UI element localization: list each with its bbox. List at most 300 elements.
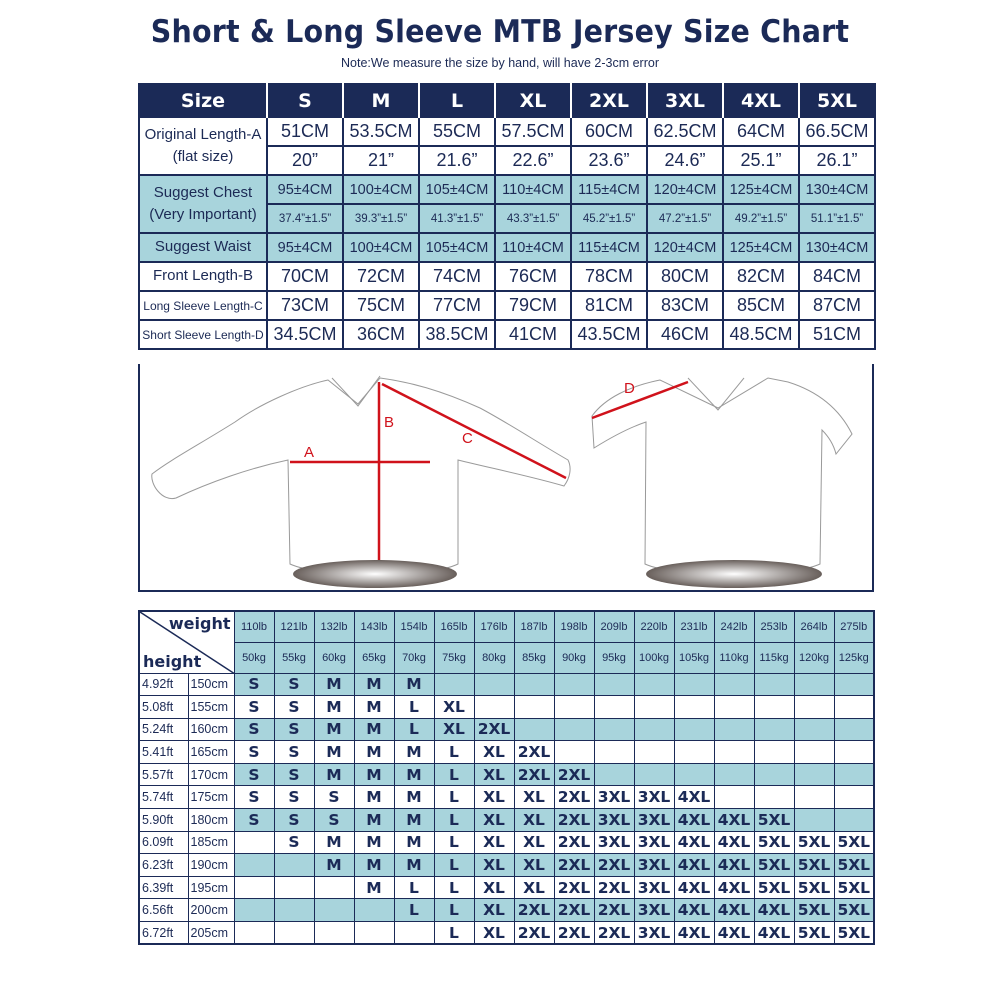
recommended-size-cell: M	[314, 696, 354, 719]
long-sleeve-row	[139, 291, 875, 320]
chest-in-row-cell: 47.2”±1.5”	[647, 204, 723, 233]
recommended-size-cell: 2XL	[554, 876, 594, 899]
waist-row-cell: 115±4CM	[571, 233, 647, 262]
height-ft-cell: 5.74ft	[139, 786, 188, 809]
recommended-size-cell: XL	[514, 809, 554, 832]
weight-kg-cell: 95kg	[594, 642, 634, 673]
front-length-row-cell: 82CM	[723, 262, 799, 291]
recommended-size-cell: L	[434, 922, 474, 945]
original-length-in-row-cell: 26.1”	[799, 146, 875, 175]
recommended-size-cell: 4XL	[714, 809, 754, 832]
empty-cell	[794, 741, 834, 764]
recommended-size-cell: S	[314, 786, 354, 809]
weight-lb-cell: 187lb	[514, 611, 554, 642]
chest-in-row-cell: 41.3”±1.5”	[419, 204, 495, 233]
height-ft-cell: 5.08ft	[139, 696, 188, 719]
recommended-size-cell: 2XL	[554, 854, 594, 877]
height-cm-cell: 160cm	[188, 718, 234, 741]
recommended-size-cell: 3XL	[634, 876, 674, 899]
height-row	[139, 876, 874, 899]
empty-cell	[474, 696, 514, 719]
long-sleeve-row-cell: 77CM	[419, 291, 495, 320]
empty-cell	[714, 741, 754, 764]
recommended-size-cell: S	[234, 696, 274, 719]
recommended-size-cell: M	[354, 763, 394, 786]
front-length-row-cell: 74CM	[419, 262, 495, 291]
long-sleeve-row-label: Long Sleeve Length-C	[139, 291, 267, 320]
waist-row-cell: 125±4CM	[723, 233, 799, 262]
weight-lb-cell: 143lb	[354, 611, 394, 642]
short-sleeve-row-cell: 46CM	[647, 320, 723, 349]
recommended-size-cell: S	[274, 763, 314, 786]
empty-cell	[554, 696, 594, 719]
recommended-size-cell: XL	[474, 786, 514, 809]
recommended-size-cell: XL	[514, 876, 554, 899]
weight-lb-cell: 132lb	[314, 611, 354, 642]
weight-lb-cell: 242lb	[714, 611, 754, 642]
recommended-size-cell: 4XL	[714, 831, 754, 854]
recommended-size-cell: M	[394, 673, 434, 696]
height-cm-cell: 175cm	[188, 786, 234, 809]
empty-cell	[754, 673, 794, 696]
recommended-size-cell: 2XL	[594, 922, 634, 945]
empty-cell	[754, 741, 794, 764]
height-cm-cell: 185cm	[188, 831, 234, 854]
recommended-size-cell: 4XL	[674, 922, 714, 945]
recommended-size-cell: S	[274, 741, 314, 764]
empty-cell	[314, 876, 354, 899]
recommended-size-cell: S	[234, 763, 274, 786]
original-length-in-row-cell: 22.6”	[495, 146, 571, 175]
weight-kg-cell: 115kg	[754, 642, 794, 673]
waist-row-cell: 120±4CM	[647, 233, 723, 262]
chest-cm-row-cell: 100±4CM	[343, 175, 419, 204]
empty-cell	[594, 763, 634, 786]
recommended-size-cell: M	[354, 741, 394, 764]
chest-cm-row-label: Suggest Chest (Very Important)	[139, 175, 267, 233]
recommended-size-cell: 5XL	[754, 876, 794, 899]
recommended-size-cell: 4XL	[674, 899, 714, 922]
empty-cell	[834, 741, 874, 764]
recommended-size-cell: L	[434, 763, 474, 786]
chest-cm-row-cell: 95±4CM	[267, 175, 343, 204]
height-cm-cell: 180cm	[188, 809, 234, 832]
recommended-size-cell: M	[394, 854, 434, 877]
chest-cm-row-cell: 130±4CM	[799, 175, 875, 204]
empty-cell	[794, 786, 834, 809]
height-ft-cell: 4.92ft	[139, 673, 188, 696]
chest-cm-row-cell: 125±4CM	[723, 175, 799, 204]
empty-cell	[234, 854, 274, 877]
waist-row-cell: 100±4CM	[343, 233, 419, 262]
long-sleeve-row-cell: 83CM	[647, 291, 723, 320]
empty-cell	[554, 741, 594, 764]
empty-cell	[794, 763, 834, 786]
recommended-size-cell: L	[434, 831, 474, 854]
recommended-size-cell: M	[354, 786, 394, 809]
recommended-size-cell: 5XL	[794, 876, 834, 899]
recommended-size-cell: S	[234, 673, 274, 696]
original-length-cm-row-label: Original Length-A (flat size)	[139, 117, 267, 175]
recommended-size-cell: L	[434, 741, 474, 764]
recommended-size-cell: 4XL	[674, 786, 714, 809]
recommended-size-cell: 5XL	[834, 922, 874, 945]
recommended-size-cell: L	[434, 876, 474, 899]
empty-cell	[674, 718, 714, 741]
waist-row-cell: 105±4CM	[419, 233, 495, 262]
recommended-size-cell: M	[314, 854, 354, 877]
front-length-row-cell: 70CM	[267, 262, 343, 291]
weight-lb-cell: 121lb	[274, 611, 314, 642]
original-length-in-row-cell: 23.6”	[571, 146, 647, 175]
recommended-size-cell: S	[274, 786, 314, 809]
empty-cell	[354, 899, 394, 922]
recommended-size-cell: 5XL	[834, 831, 874, 854]
long-sleeve-row-cell: 79CM	[495, 291, 571, 320]
label-b: B	[384, 414, 395, 431]
height-cm-cell: 200cm	[188, 899, 234, 922]
recommended-size-cell: M	[354, 854, 394, 877]
corner-cell	[139, 611, 234, 673]
size-header-m: M	[343, 84, 419, 117]
empty-cell	[434, 673, 474, 696]
jersey-diagram	[138, 364, 874, 592]
recommended-size-cell: 2XL	[474, 718, 514, 741]
recommended-size-cell: 4XL	[714, 854, 754, 877]
recommended-size-cell: L	[394, 876, 434, 899]
recommended-size-cell: M	[394, 809, 434, 832]
recommended-size-cell: L	[394, 718, 434, 741]
recommended-size-cell: M	[354, 718, 394, 741]
recommended-size-cell: 4XL	[754, 899, 794, 922]
short-sleeve-row-cell: 38.5CM	[419, 320, 495, 349]
size-header-l: L	[419, 84, 495, 117]
recommended-size-cell: XL	[474, 899, 514, 922]
original-length-cm-row-cell: 57.5CM	[495, 117, 571, 146]
original-length-cm-row-cell: 53.5CM	[343, 117, 419, 146]
empty-cell	[754, 718, 794, 741]
height-cm-cell: 170cm	[188, 763, 234, 786]
weight-kg-cell: 70kg	[394, 642, 434, 673]
recommended-size-cell: XL	[474, 809, 514, 832]
short-sleeve-jersey	[592, 378, 852, 575]
height-row	[139, 831, 874, 854]
empty-cell	[634, 741, 674, 764]
empty-cell	[514, 696, 554, 719]
empty-cell	[674, 763, 714, 786]
empty-cell	[554, 718, 594, 741]
empty-cell	[834, 809, 874, 832]
recommended-size-cell: 3XL	[634, 831, 674, 854]
empty-cell	[354, 922, 394, 945]
recommended-size-cell: XL	[474, 876, 514, 899]
recommended-size-cell: 2XL	[554, 809, 594, 832]
front-length-row-cell: 76CM	[495, 262, 571, 291]
long-sleeve-row-cell: 85CM	[723, 291, 799, 320]
empty-cell	[234, 922, 274, 945]
short-sleeve-row-cell: 41CM	[495, 320, 571, 349]
recommended-size-cell: 2XL	[594, 854, 634, 877]
empty-cell	[314, 922, 354, 945]
weight-lb-cell: 209lb	[594, 611, 634, 642]
weight-kg-cell: 120kg	[794, 642, 834, 673]
recommended-size-cell: 3XL	[594, 786, 634, 809]
size-header-2xl: 2XL	[571, 84, 647, 117]
empty-cell	[714, 786, 754, 809]
recommended-size-cell: XL	[474, 854, 514, 877]
size-header-xl: XL	[495, 84, 571, 117]
weight-kg-cell: 55kg	[274, 642, 314, 673]
empty-cell	[594, 696, 634, 719]
recommended-size-cell: 4XL	[674, 831, 714, 854]
height-row	[139, 673, 874, 696]
weight-kg-cell: 85kg	[514, 642, 554, 673]
height-ft-cell: 6.09ft	[139, 831, 188, 854]
height-ft-cell: 5.57ft	[139, 763, 188, 786]
recommended-size-cell: 4XL	[674, 854, 714, 877]
recommended-size-cell: 5XL	[794, 831, 834, 854]
chest-in-row-cell: 39.3”±1.5”	[343, 204, 419, 233]
size-header-3xl: 3XL	[647, 84, 723, 117]
front-length-row-cell: 84CM	[799, 262, 875, 291]
recommended-size-cell: 3XL	[634, 922, 674, 945]
short-sleeve-row-cell: 51CM	[799, 320, 875, 349]
original-length-cm-row-cell: 60CM	[571, 117, 647, 146]
original-length-in-row-cell: 24.6”	[647, 146, 723, 175]
long-sleeve-row-cell: 73CM	[267, 291, 343, 320]
recommended-size-cell: XL	[434, 696, 474, 719]
recommended-size-cell: XL	[434, 718, 474, 741]
recommended-size-cell: S	[314, 809, 354, 832]
recommended-size-cell: L	[394, 696, 434, 719]
height-row	[139, 854, 874, 877]
empty-cell	[634, 718, 674, 741]
recommended-size-cell: M	[314, 718, 354, 741]
recommended-size-cell: S	[274, 809, 314, 832]
empty-cell	[714, 696, 754, 719]
height-cm-cell: 190cm	[188, 854, 234, 877]
empty-cell	[714, 718, 754, 741]
height-row	[139, 899, 874, 922]
recommended-size-cell: S	[274, 673, 314, 696]
height-cm-cell: 155cm	[188, 696, 234, 719]
empty-cell	[514, 718, 554, 741]
weight-kg-cell: 60kg	[314, 642, 354, 673]
height-axis-label: height	[143, 651, 202, 671]
waist-row	[139, 233, 875, 262]
empty-cell	[274, 854, 314, 877]
size-header-label: Size	[139, 84, 267, 117]
recommended-size-cell: M	[314, 673, 354, 696]
short-sleeve-hem	[646, 560, 822, 588]
recommended-size-cell: M	[314, 831, 354, 854]
waist-row-cell: 110±4CM	[495, 233, 571, 262]
weight-kg-cell: 50kg	[234, 642, 274, 673]
height-ft-cell: 5.41ft	[139, 741, 188, 764]
recommended-size-cell: L	[434, 899, 474, 922]
recommended-size-cell: 2XL	[514, 922, 554, 945]
recommended-size-cell: M	[314, 763, 354, 786]
empty-cell	[674, 696, 714, 719]
recommended-size-cell: XL	[474, 922, 514, 945]
weight-lb-cell: 198lb	[554, 611, 594, 642]
recommended-size-cell: 3XL	[634, 809, 674, 832]
recommended-size-cell: M	[394, 741, 434, 764]
short-sleeve-row	[139, 320, 875, 349]
recommended-size-cell: XL	[474, 741, 514, 764]
weight-kg-cell: 65kg	[354, 642, 394, 673]
long-sleeve-row-cell: 81CM	[571, 291, 647, 320]
front-length-row-cell: 72CM	[343, 262, 419, 291]
recommended-size-cell: M	[394, 786, 434, 809]
chest-cm-row	[139, 175, 875, 204]
original-length-in-row-cell: 25.1”	[723, 146, 799, 175]
short-sleeve-row-cell: 34.5CM	[267, 320, 343, 349]
recommended-size-cell: 4XL	[714, 922, 754, 945]
chest-in-row-cell: 45.2”±1.5”	[571, 204, 647, 233]
weight-lb-cell: 154lb	[394, 611, 434, 642]
waist-row-cell: 130±4CM	[799, 233, 875, 262]
recommended-size-cell: S	[274, 696, 314, 719]
short-sleeve-row-cell: 43.5CM	[571, 320, 647, 349]
empty-cell	[634, 673, 674, 696]
recommended-size-cell: 5XL	[794, 854, 834, 877]
weight-lb-cell: 275lb	[834, 611, 874, 642]
recommended-size-cell: 2XL	[514, 899, 554, 922]
weight-lb-cell: 110lb	[234, 611, 274, 642]
recommended-size-cell: 3XL	[594, 831, 634, 854]
weight-kg-cell: 80kg	[474, 642, 514, 673]
recommended-size-cell: M	[354, 831, 394, 854]
weight-lb-cell: 231lb	[674, 611, 714, 642]
empty-cell	[554, 673, 594, 696]
recommended-size-cell: L	[434, 854, 474, 877]
recommended-size-cell: 5XL	[754, 831, 794, 854]
recommended-size-cell: 2XL	[554, 899, 594, 922]
empty-cell	[794, 718, 834, 741]
recommended-size-cell: 5XL	[754, 854, 794, 877]
empty-cell	[234, 899, 274, 922]
label-c: C	[462, 430, 473, 447]
weight-kg-cell: 105kg	[674, 642, 714, 673]
weight-kg-cell: 75kg	[434, 642, 474, 673]
original-length-in-row-cell: 20”	[267, 146, 343, 175]
chest-cm-row-cell: 115±4CM	[571, 175, 647, 204]
weight-lb-cell: 220lb	[634, 611, 674, 642]
front-length-row	[139, 262, 875, 291]
empty-cell	[794, 809, 834, 832]
recommended-size-cell: M	[394, 763, 434, 786]
recommended-size-cell: 5XL	[834, 854, 874, 877]
recommended-size-cell: 2XL	[554, 763, 594, 786]
size-header-row	[139, 84, 875, 117]
empty-cell	[834, 718, 874, 741]
empty-cell	[474, 673, 514, 696]
recommended-size-cell: 3XL	[634, 786, 674, 809]
chest-in-row-cell: 37.4”±1.5”	[267, 204, 343, 233]
empty-cell	[234, 876, 274, 899]
chest-cm-row-cell: 105±4CM	[419, 175, 495, 204]
empty-cell	[634, 696, 674, 719]
height-ft-cell: 6.72ft	[139, 922, 188, 945]
recommended-size-cell: 2XL	[594, 876, 634, 899]
size-header-s: S	[267, 84, 343, 117]
recommended-size-cell: 4XL	[674, 809, 714, 832]
height-ft-cell: 6.39ft	[139, 876, 188, 899]
recommended-size-cell: 4XL	[714, 899, 754, 922]
recommended-size-cell: 2XL	[554, 786, 594, 809]
empty-cell	[274, 899, 314, 922]
waist-row-cell: 95±4CM	[267, 233, 343, 262]
chest-cm-row-cell: 110±4CM	[495, 175, 571, 204]
empty-cell	[714, 763, 754, 786]
height-cm-cell: 205cm	[188, 922, 234, 945]
recommended-size-cell: M	[354, 809, 394, 832]
original-length-cm-row-cell: 62.5CM	[647, 117, 723, 146]
empty-cell	[794, 696, 834, 719]
recommended-size-cell: XL	[474, 763, 514, 786]
chest-cm-row-cell: 120±4CM	[647, 175, 723, 204]
original-length-cm-row-cell: 64CM	[723, 117, 799, 146]
page-title: Short & Long Sleeve MTB Jersey Size Chart	[150, 14, 850, 50]
recommended-size-cell: XL	[474, 831, 514, 854]
empty-cell	[754, 763, 794, 786]
recommended-size-cell: S	[234, 718, 274, 741]
empty-cell	[594, 673, 634, 696]
empty-cell	[514, 673, 554, 696]
weight-lb-row	[139, 611, 874, 642]
recommended-size-cell: 3XL	[634, 854, 674, 877]
size-header-5xl: 5XL	[799, 84, 875, 117]
chest-in-row-cell: 49.2”±1.5”	[723, 204, 799, 233]
empty-cell	[754, 786, 794, 809]
height-cm-cell: 165cm	[188, 741, 234, 764]
recommended-size-cell: 2XL	[514, 741, 554, 764]
height-cm-cell: 195cm	[188, 876, 234, 899]
empty-cell	[274, 922, 314, 945]
front-length-row-label: Front Length-B	[139, 262, 267, 291]
empty-cell	[314, 899, 354, 922]
empty-cell	[834, 673, 874, 696]
weight-lb-cell: 176lb	[474, 611, 514, 642]
empty-cell	[834, 763, 874, 786]
short-sleeve-row-cell: 48.5CM	[723, 320, 799, 349]
height-row	[139, 763, 874, 786]
height-row	[139, 809, 874, 832]
original-length-in-row-cell: 21.6”	[419, 146, 495, 175]
original-length-cm-row-cell: 51CM	[267, 117, 343, 146]
height-row	[139, 718, 874, 741]
recommended-size-cell: 5XL	[794, 922, 834, 945]
short-sleeve-row-label: Short Sleeve Length-D	[139, 320, 267, 349]
label-d: D	[624, 380, 635, 397]
height-row	[139, 741, 874, 764]
empty-cell	[594, 741, 634, 764]
original-length-cm-row-cell: 66.5CM	[799, 117, 875, 146]
height-ft-cell: 5.90ft	[139, 809, 188, 832]
recommended-size-cell: XL	[514, 854, 554, 877]
long-sleeve-row-cell: 87CM	[799, 291, 875, 320]
recommended-size-cell: M	[354, 876, 394, 899]
weight-kg-row	[139, 642, 874, 673]
long-sleeve-jersey	[152, 376, 570, 575]
recommended-size-cell: M	[354, 696, 394, 719]
height-ft-cell: 6.56ft	[139, 899, 188, 922]
height-ft-cell: 6.23ft	[139, 854, 188, 877]
recommended-size-cell: XL	[514, 786, 554, 809]
recommended-size-cell: 3XL	[634, 899, 674, 922]
size-table	[138, 83, 876, 350]
